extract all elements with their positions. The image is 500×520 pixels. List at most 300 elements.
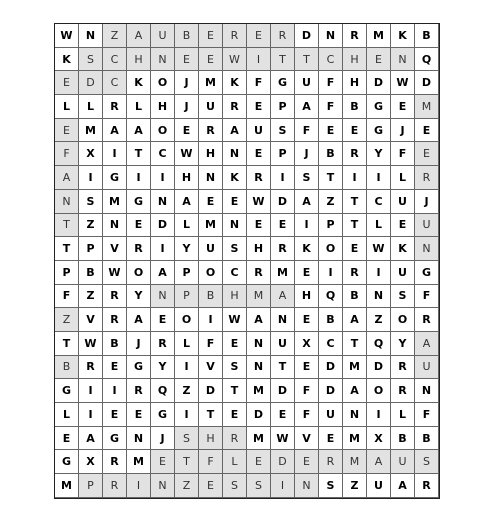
grid-cell-r14-c11[interactable]: X [295,332,319,356]
grid-cell-r16-c5[interactable]: Q [151,379,175,403]
grid-cell-r13-c7[interactable]: I [199,308,223,332]
grid-cell-r10-c16[interactable]: N [415,237,439,261]
grid-cell-r4-c1[interactable]: L [55,95,79,119]
grid-cell-r15-c6[interactable]: I [175,356,199,380]
grid-cell-r15-c16[interactable]: U [415,356,439,380]
grid-cell-r5-c9[interactable]: U [247,119,271,143]
grid-cell-r5-c1[interactable]: E [55,119,79,143]
grid-cell-r15-c15[interactable]: R [391,356,415,380]
grid-cell-r8-c12[interactable]: Z [319,190,343,214]
grid-cell-r16-c13[interactable]: A [343,379,367,403]
grid-cell-r3-c4[interactable]: K [127,71,151,95]
grid-cell-r9-c13[interactable]: T [343,214,367,238]
grid-cell-r6-c4[interactable]: T [127,142,151,166]
grid-cell-r6-c7[interactable]: H [199,142,223,166]
grid-cell-r4-c11[interactable]: A [295,95,319,119]
grid-cell-r12-c2[interactable]: Z [79,285,103,309]
grid-cell-r11-c11[interactable]: E [295,261,319,285]
grid-cell-r20-c5[interactable]: N [151,474,175,498]
grid-cell-r13-c16[interactable]: R [415,308,439,332]
grid-cell-r20-c8[interactable]: S [223,474,247,498]
grid-cell-r10-c12[interactable]: O [319,237,343,261]
grid-cell-r16-c11[interactable]: F [295,379,319,403]
grid-cell-r16-c15[interactable]: R [391,379,415,403]
grid-cell-r2-c13[interactable]: H [343,48,367,72]
grid-cell-r15-c1[interactable]: B [55,356,79,380]
grid-cell-r6-c9[interactable]: E [247,142,271,166]
grid-cell-r20-c1[interactable]: M [55,474,79,498]
grid-cell-r20-c14[interactable]: U [367,474,391,498]
grid-cell-r16-c7[interactable]: D [199,379,223,403]
grid-cell-r19-c3[interactable]: R [103,450,127,474]
grid-cell-r16-c8[interactable]: T [223,379,247,403]
grid-cell-r18-c16[interactable]: B [415,427,439,451]
grid-cell-r2-c1[interactable]: K [55,48,79,72]
grid-cell-r5-c2[interactable]: M [79,119,103,143]
grid-cell-r10-c3[interactable]: V [103,237,127,261]
grid-cell-r7-c3[interactable]: G [103,166,127,190]
grid-cell-r10-c13[interactable]: E [343,237,367,261]
grid-cell-r17-c12[interactable]: U [319,403,343,427]
grid-cell-r7-c9[interactable]: R [247,166,271,190]
grid-cell-r11-c4[interactable]: O [127,261,151,285]
grid-cell-r12-c10[interactable]: A [271,285,295,309]
grid-cell-r6-c1[interactable]: F [55,142,79,166]
grid-cell-r9-c2[interactable]: Z [79,214,103,238]
grid-cell-r1-c16[interactable]: B [415,24,439,48]
grid-cell-r11-c3[interactable]: W [103,261,127,285]
grid-cell-r17-c16[interactable]: F [415,403,439,427]
grid-cell-r9-c7[interactable]: M [199,214,223,238]
grid-cell-r19-c7[interactable]: F [199,450,223,474]
grid-cell-r20-c6[interactable]: Z [175,474,199,498]
grid-cell-r3-c9[interactable]: F [247,71,271,95]
grid-cell-r8-c9[interactable]: W [247,190,271,214]
grid-cell-r20-c16[interactable]: R [415,474,439,498]
grid-cell-r5-c14[interactable]: G [367,119,391,143]
grid-cell-r11-c2[interactable]: B [79,261,103,285]
grid-cell-r5-c15[interactable]: J [391,119,415,143]
grid-cell-r5-c7[interactable]: R [199,119,223,143]
grid-cell-r8-c5[interactable]: N [151,190,175,214]
grid-cell-r14-c8[interactable]: E [223,332,247,356]
grid-cell-r6-c13[interactable]: R [343,142,367,166]
grid-cell-r4-c13[interactable]: B [343,95,367,119]
grid-cell-r13-c2[interactable]: V [79,308,103,332]
grid-cell-r6-c12[interactable]: B [319,142,343,166]
grid-cell-r15-c2[interactable]: R [79,356,103,380]
grid-cell-r7-c8[interactable]: K [223,166,247,190]
grid-cell-r13-c10[interactable]: N [271,308,295,332]
grid-cell-r12-c13[interactable]: B [343,285,367,309]
grid-cell-r7-c10[interactable]: I [271,166,295,190]
grid-cell-r15-c13[interactable]: M [343,356,367,380]
grid-cell-r7-c16[interactable]: R [415,166,439,190]
grid-cell-r7-c4[interactable]: I [127,166,151,190]
grid-cell-r9-c8[interactable]: N [223,214,247,238]
grid-cell-r11-c14[interactable]: I [367,261,391,285]
grid-cell-r3-c16[interactable]: D [415,71,439,95]
grid-cell-r8-c7[interactable]: E [199,190,223,214]
grid-cell-r18-c10[interactable]: W [271,427,295,451]
grid-cell-r14-c5[interactable]: R [151,332,175,356]
grid-cell-r16-c6[interactable]: Z [175,379,199,403]
grid-cell-r13-c13[interactable]: A [343,308,367,332]
grid-cell-r20-c4[interactable]: I [127,474,151,498]
grid-cell-r18-c13[interactable]: M [343,427,367,451]
grid-cell-r2-c12[interactable]: C [319,48,343,72]
grid-cell-r3-c7[interactable]: M [199,71,223,95]
grid-cell-r3-c8[interactable]: K [223,71,247,95]
grid-cell-r14-c12[interactable]: C [319,332,343,356]
grid-cell-r12-c7[interactable]: B [199,285,223,309]
grid-cell-r10-c14[interactable]: W [367,237,391,261]
grid-cell-r10-c1[interactable]: T [55,237,79,261]
grid-cell-r14-c9[interactable]: N [247,332,271,356]
grid-cell-r3-c5[interactable]: O [151,71,175,95]
grid-cell-r7-c6[interactable]: H [175,166,199,190]
grid-cell-r8-c2[interactable]: S [79,190,103,214]
grid-cell-r15-c14[interactable]: D [367,356,391,380]
grid-cell-r15-c3[interactable]: E [103,356,127,380]
grid-cell-r6-c8[interactable]: N [223,142,247,166]
grid-cell-r9-c12[interactable]: P [319,214,343,238]
grid-cell-r6-c2[interactable]: X [79,142,103,166]
grid-cell-r17-c8[interactable]: E [223,403,247,427]
grid-cell-r1-c10[interactable]: R [271,24,295,48]
grid-cell-r12-c3[interactable]: R [103,285,127,309]
grid-cell-r9-c10[interactable]: E [271,214,295,238]
grid-cell-r1-c11[interactable]: D [295,24,319,48]
grid-cell-r12-c5[interactable]: N [151,285,175,309]
grid-cell-r2-c7[interactable]: E [199,48,223,72]
grid-cell-r1-c4[interactable]: A [127,24,151,48]
grid-cell-r12-c12[interactable]: Q [319,285,343,309]
grid-cell-r9-c3[interactable]: N [103,214,127,238]
grid-cell-r6-c10[interactable]: P [271,142,295,166]
grid-cell-r10-c10[interactable]: R [271,237,295,261]
grid-cell-r16-c16[interactable]: N [415,379,439,403]
grid-cell-r7-c1[interactable]: A [55,166,79,190]
grid-cell-r12-c8[interactable]: H [223,285,247,309]
grid-cell-r12-c15[interactable]: S [391,285,415,309]
grid-cell-r5-c8[interactable]: A [223,119,247,143]
grid-cell-r13-c12[interactable]: B [319,308,343,332]
grid-cell-r2-c3[interactable]: C [103,48,127,72]
grid-cell-r16-c2[interactable]: I [79,379,103,403]
grid-cell-r17-c4[interactable]: E [127,403,151,427]
grid-cell-r19-c10[interactable]: D [271,450,295,474]
grid-cell-r9-c4[interactable]: E [127,214,151,238]
grid-cell-r13-c3[interactable]: R [103,308,127,332]
grid-cell-r4-c7[interactable]: U [199,95,223,119]
grid-cell-r10-c8[interactable]: S [223,237,247,261]
grid-cell-r2-c5[interactable]: N [151,48,175,72]
grid-cell-r9-c1[interactable]: T [55,214,79,238]
grid-cell-r11-c16[interactable]: G [415,261,439,285]
grid-cell-r11-c12[interactable]: I [319,261,343,285]
grid-cell-r2-c16[interactable]: Q [415,48,439,72]
grid-cell-r4-c5[interactable]: H [151,95,175,119]
grid-cell-r1-c3[interactable]: Z [103,24,127,48]
grid-cell-r11-c6[interactable]: P [175,261,199,285]
grid-cell-r14-c10[interactable]: U [271,332,295,356]
grid-cell-r20-c12[interactable]: S [319,474,343,498]
grid-cell-r14-c13[interactable]: T [343,332,367,356]
grid-cell-r19-c1[interactable]: G [55,450,79,474]
grid-cell-r15-c4[interactable]: G [127,356,151,380]
grid-cell-r9-c11[interactable]: I [295,214,319,238]
grid-cell-r4-c14[interactable]: G [367,95,391,119]
grid-cell-r20-c11[interactable]: N [295,474,319,498]
grid-cell-r19-c12[interactable]: R [319,450,343,474]
grid-cell-r7-c2[interactable]: I [79,166,103,190]
grid-cell-r18-c7[interactable]: H [199,427,223,451]
grid-cell-r19-c5[interactable]: E [151,450,175,474]
grid-cell-r10-c11[interactable]: K [295,237,319,261]
grid-cell-r8-c13[interactable]: T [343,190,367,214]
grid-cell-r7-c7[interactable]: N [199,166,223,190]
grid-cell-r2-c15[interactable]: N [391,48,415,72]
grid-cell-r15-c10[interactable]: T [271,356,295,380]
grid-cell-r11-c9[interactable]: R [247,261,271,285]
grid-cell-r1-c5[interactable]: U [151,24,175,48]
grid-cell-r13-c15[interactable]: O [391,308,415,332]
grid-cell-r15-c9[interactable]: N [247,356,271,380]
grid-cell-r14-c7[interactable]: F [199,332,223,356]
grid-cell-r14-c6[interactable]: L [175,332,199,356]
grid-cell-r20-c15[interactable]: A [391,474,415,498]
grid-cell-r18-c8[interactable]: R [223,427,247,451]
grid-cell-r11-c8[interactable]: C [223,261,247,285]
grid-cell-r4-c2[interactable]: L [79,95,103,119]
grid-cell-r10-c4[interactable]: R [127,237,151,261]
grid-cell-r8-c16[interactable]: J [415,190,439,214]
grid-cell-r12-c11[interactable]: H [295,285,319,309]
grid-cell-r16-c12[interactable]: D [319,379,343,403]
grid-cell-r17-c7[interactable]: T [199,403,223,427]
grid-cell-r10-c2[interactable]: P [79,237,103,261]
grid-cell-r8-c6[interactable]: A [175,190,199,214]
grid-cell-r14-c1[interactable]: T [55,332,79,356]
grid-cell-r3-c2[interactable]: D [79,71,103,95]
grid-cell-r6-c14[interactable]: Y [367,142,391,166]
grid-cell-r8-c3[interactable]: M [103,190,127,214]
grid-cell-r3-c10[interactable]: G [271,71,295,95]
grid-cell-r17-c2[interactable]: I [79,403,103,427]
grid-cell-r15-c5[interactable]: Y [151,356,175,380]
grid-cell-r18-c11[interactable]: V [295,427,319,451]
grid-cell-r1-c9[interactable]: E [247,24,271,48]
grid-cell-r6-c6[interactable]: W [175,142,199,166]
grid-cell-r20-c7[interactable]: E [199,474,223,498]
grid-cell-r8-c11[interactable]: A [295,190,319,214]
grid-cell-r11-c1[interactable]: P [55,261,79,285]
grid-cell-r3-c12[interactable]: F [319,71,343,95]
grid-cell-r19-c2[interactable]: X [79,450,103,474]
grid-cell-r17-c6[interactable]: I [175,403,199,427]
grid-cell-r6-c3[interactable]: I [103,142,127,166]
grid-cell-r19-c14[interactable]: A [367,450,391,474]
grid-cell-r9-c16[interactable]: U [415,214,439,238]
grid-cell-r7-c11[interactable]: S [295,166,319,190]
grid-cell-r12-c14[interactable]: N [367,285,391,309]
grid-cell-r17-c11[interactable]: F [295,403,319,427]
grid-cell-r5-c16[interactable]: E [415,119,439,143]
grid-cell-r6-c5[interactable]: C [151,142,175,166]
grid-cell-r4-c4[interactable]: L [127,95,151,119]
grid-cell-r20-c13[interactable]: Z [343,474,367,498]
grid-cell-r5-c13[interactable]: E [343,119,367,143]
grid-cell-r2-c9[interactable]: I [247,48,271,72]
grid-cell-r3-c13[interactable]: H [343,71,367,95]
grid-cell-r9-c6[interactable]: L [175,214,199,238]
grid-cell-r5-c4[interactable]: A [127,119,151,143]
grid-cell-r1-c7[interactable]: E [199,24,223,48]
grid-cell-r17-c9[interactable]: D [247,403,271,427]
grid-cell-r19-c11[interactable]: E [295,450,319,474]
grid-cell-r9-c15[interactable]: E [391,214,415,238]
grid-cell-r11-c15[interactable]: U [391,261,415,285]
grid-cell-r13-c5[interactable]: E [151,308,175,332]
grid-cell-r7-c5[interactable]: I [151,166,175,190]
grid-cell-r13-c4[interactable]: A [127,308,151,332]
grid-cell-r16-c10[interactable]: D [271,379,295,403]
grid-cell-r5-c10[interactable]: S [271,119,295,143]
grid-cell-r13-c1[interactable]: Z [55,308,79,332]
grid-cell-r19-c6[interactable]: T [175,450,199,474]
grid-cell-r5-c12[interactable]: E [319,119,343,143]
grid-cell-r11-c13[interactable]: R [343,261,367,285]
grid-cell-r1-c12[interactable]: N [319,24,343,48]
grid-cell-r18-c1[interactable]: E [55,427,79,451]
grid-cell-r4-c15[interactable]: E [391,95,415,119]
grid-cell-r19-c15[interactable]: U [391,450,415,474]
grid-cell-r16-c1[interactable]: G [55,379,79,403]
grid-cell-r10-c6[interactable]: Y [175,237,199,261]
grid-cell-r18-c2[interactable]: A [79,427,103,451]
grid-cell-r8-c15[interactable]: U [391,190,415,214]
grid-cell-r12-c1[interactable]: F [55,285,79,309]
grid-cell-r13-c6[interactable]: O [175,308,199,332]
grid-cell-r12-c4[interactable]: Y [127,285,151,309]
grid-cell-r19-c9[interactable]: E [247,450,271,474]
grid-cell-r20-c3[interactable]: R [103,474,127,498]
grid-cell-r1-c14[interactable]: M [367,24,391,48]
grid-cell-r3-c1[interactable]: E [55,71,79,95]
grid-cell-r4-c16[interactable]: M [415,95,439,119]
grid-cell-r4-c6[interactable]: J [175,95,199,119]
grid-cell-r14-c4[interactable]: J [127,332,151,356]
grid-cell-r15-c12[interactable]: D [319,356,343,380]
grid-cell-r8-c4[interactable]: G [127,190,151,214]
grid-cell-r5-c5[interactable]: O [151,119,175,143]
grid-cell-r9-c9[interactable]: E [247,214,271,238]
grid-cell-r5-c6[interactable]: E [175,119,199,143]
grid-cell-r2-c11[interactable]: T [295,48,319,72]
grid-cell-r18-c15[interactable]: B [391,427,415,451]
grid-cell-r2-c6[interactable]: E [175,48,199,72]
grid-cell-r4-c10[interactable]: P [271,95,295,119]
grid-cell-r3-c14[interactable]: D [367,71,391,95]
grid-cell-r11-c5[interactable]: A [151,261,175,285]
grid-cell-r16-c9[interactable]: M [247,379,271,403]
grid-cell-r13-c9[interactable]: A [247,308,271,332]
grid-cell-r4-c9[interactable]: E [247,95,271,119]
grid-cell-r18-c12[interactable]: E [319,427,343,451]
grid-cell-r1-c8[interactable]: R [223,24,247,48]
grid-cell-r12-c16[interactable]: F [415,285,439,309]
grid-cell-r1-c6[interactable]: B [175,24,199,48]
grid-cell-r19-c8[interactable]: L [223,450,247,474]
grid-cell-r18-c3[interactable]: G [103,427,127,451]
grid-cell-r1-c1[interactable]: W [55,24,79,48]
grid-cell-r14-c16[interactable]: A [415,332,439,356]
grid-cell-r2-c8[interactable]: W [223,48,247,72]
grid-cell-r9-c14[interactable]: L [367,214,391,238]
grid-cell-r11-c10[interactable]: M [271,261,295,285]
grid-cell-r17-c3[interactable]: E [103,403,127,427]
grid-cell-r2-c14[interactable]: E [367,48,391,72]
grid-cell-r13-c11[interactable]: E [295,308,319,332]
grid-cell-r12-c9[interactable]: M [247,285,271,309]
grid-cell-r2-c4[interactable]: H [127,48,151,72]
grid-cell-r20-c2[interactable]: P [79,474,103,498]
grid-cell-r3-c3[interactable]: C [103,71,127,95]
grid-cell-r18-c9[interactable]: M [247,427,271,451]
grid-cell-r7-c12[interactable]: T [319,166,343,190]
grid-cell-r7-c15[interactable]: L [391,166,415,190]
grid-cell-r6-c16[interactable]: E [415,142,439,166]
grid-cell-r4-c12[interactable]: F [319,95,343,119]
grid-cell-r2-c2[interactable]: S [79,48,103,72]
grid-cell-r10-c15[interactable]: K [391,237,415,261]
grid-cell-r3-c11[interactable]: U [295,71,319,95]
grid-cell-r20-c9[interactable]: S [247,474,271,498]
grid-cell-r8-c14[interactable]: C [367,190,391,214]
grid-cell-r17-c15[interactable]: L [391,403,415,427]
grid-cell-r1-c13[interactable]: R [343,24,367,48]
grid-cell-r6-c11[interactable]: J [295,142,319,166]
grid-cell-r16-c4[interactable]: R [127,379,151,403]
grid-cell-r1-c2[interactable]: N [79,24,103,48]
grid-cell-r7-c13[interactable]: I [343,166,367,190]
grid-cell-r14-c3[interactable]: B [103,332,127,356]
grid-cell-r15-c11[interactable]: E [295,356,319,380]
grid-cell-r1-c15[interactable]: K [391,24,415,48]
grid-cell-r19-c13[interactable]: M [343,450,367,474]
grid-cell-r15-c7[interactable]: V [199,356,223,380]
grid-cell-r8-c10[interactable]: D [271,190,295,214]
grid-cell-r14-c2[interactable]: W [79,332,103,356]
grid-cell-r4-c3[interactable]: R [103,95,127,119]
grid-cell-r10-c5[interactable]: I [151,237,175,261]
grid-cell-r14-c14[interactable]: Q [367,332,391,356]
grid-cell-r13-c8[interactable]: W [223,308,247,332]
grid-cell-r18-c5[interactable]: J [151,427,175,451]
grid-cell-r3-c15[interactable]: W [391,71,415,95]
grid-cell-r10-c7[interactable]: U [199,237,223,261]
grid-cell-r17-c5[interactable]: G [151,403,175,427]
grid-cell-r5-c11[interactable]: F [295,119,319,143]
grid-cell-r18-c14[interactable]: X [367,427,391,451]
grid-cell-r2-c10[interactable]: T [271,48,295,72]
grid-cell-r18-c6[interactable]: S [175,427,199,451]
grid-cell-r17-c14[interactable]: I [367,403,391,427]
grid-cell-r3-c6[interactable]: J [175,71,199,95]
grid-cell-r16-c14[interactable]: O [367,379,391,403]
grid-cell-r18-c4[interactable]: N [127,427,151,451]
